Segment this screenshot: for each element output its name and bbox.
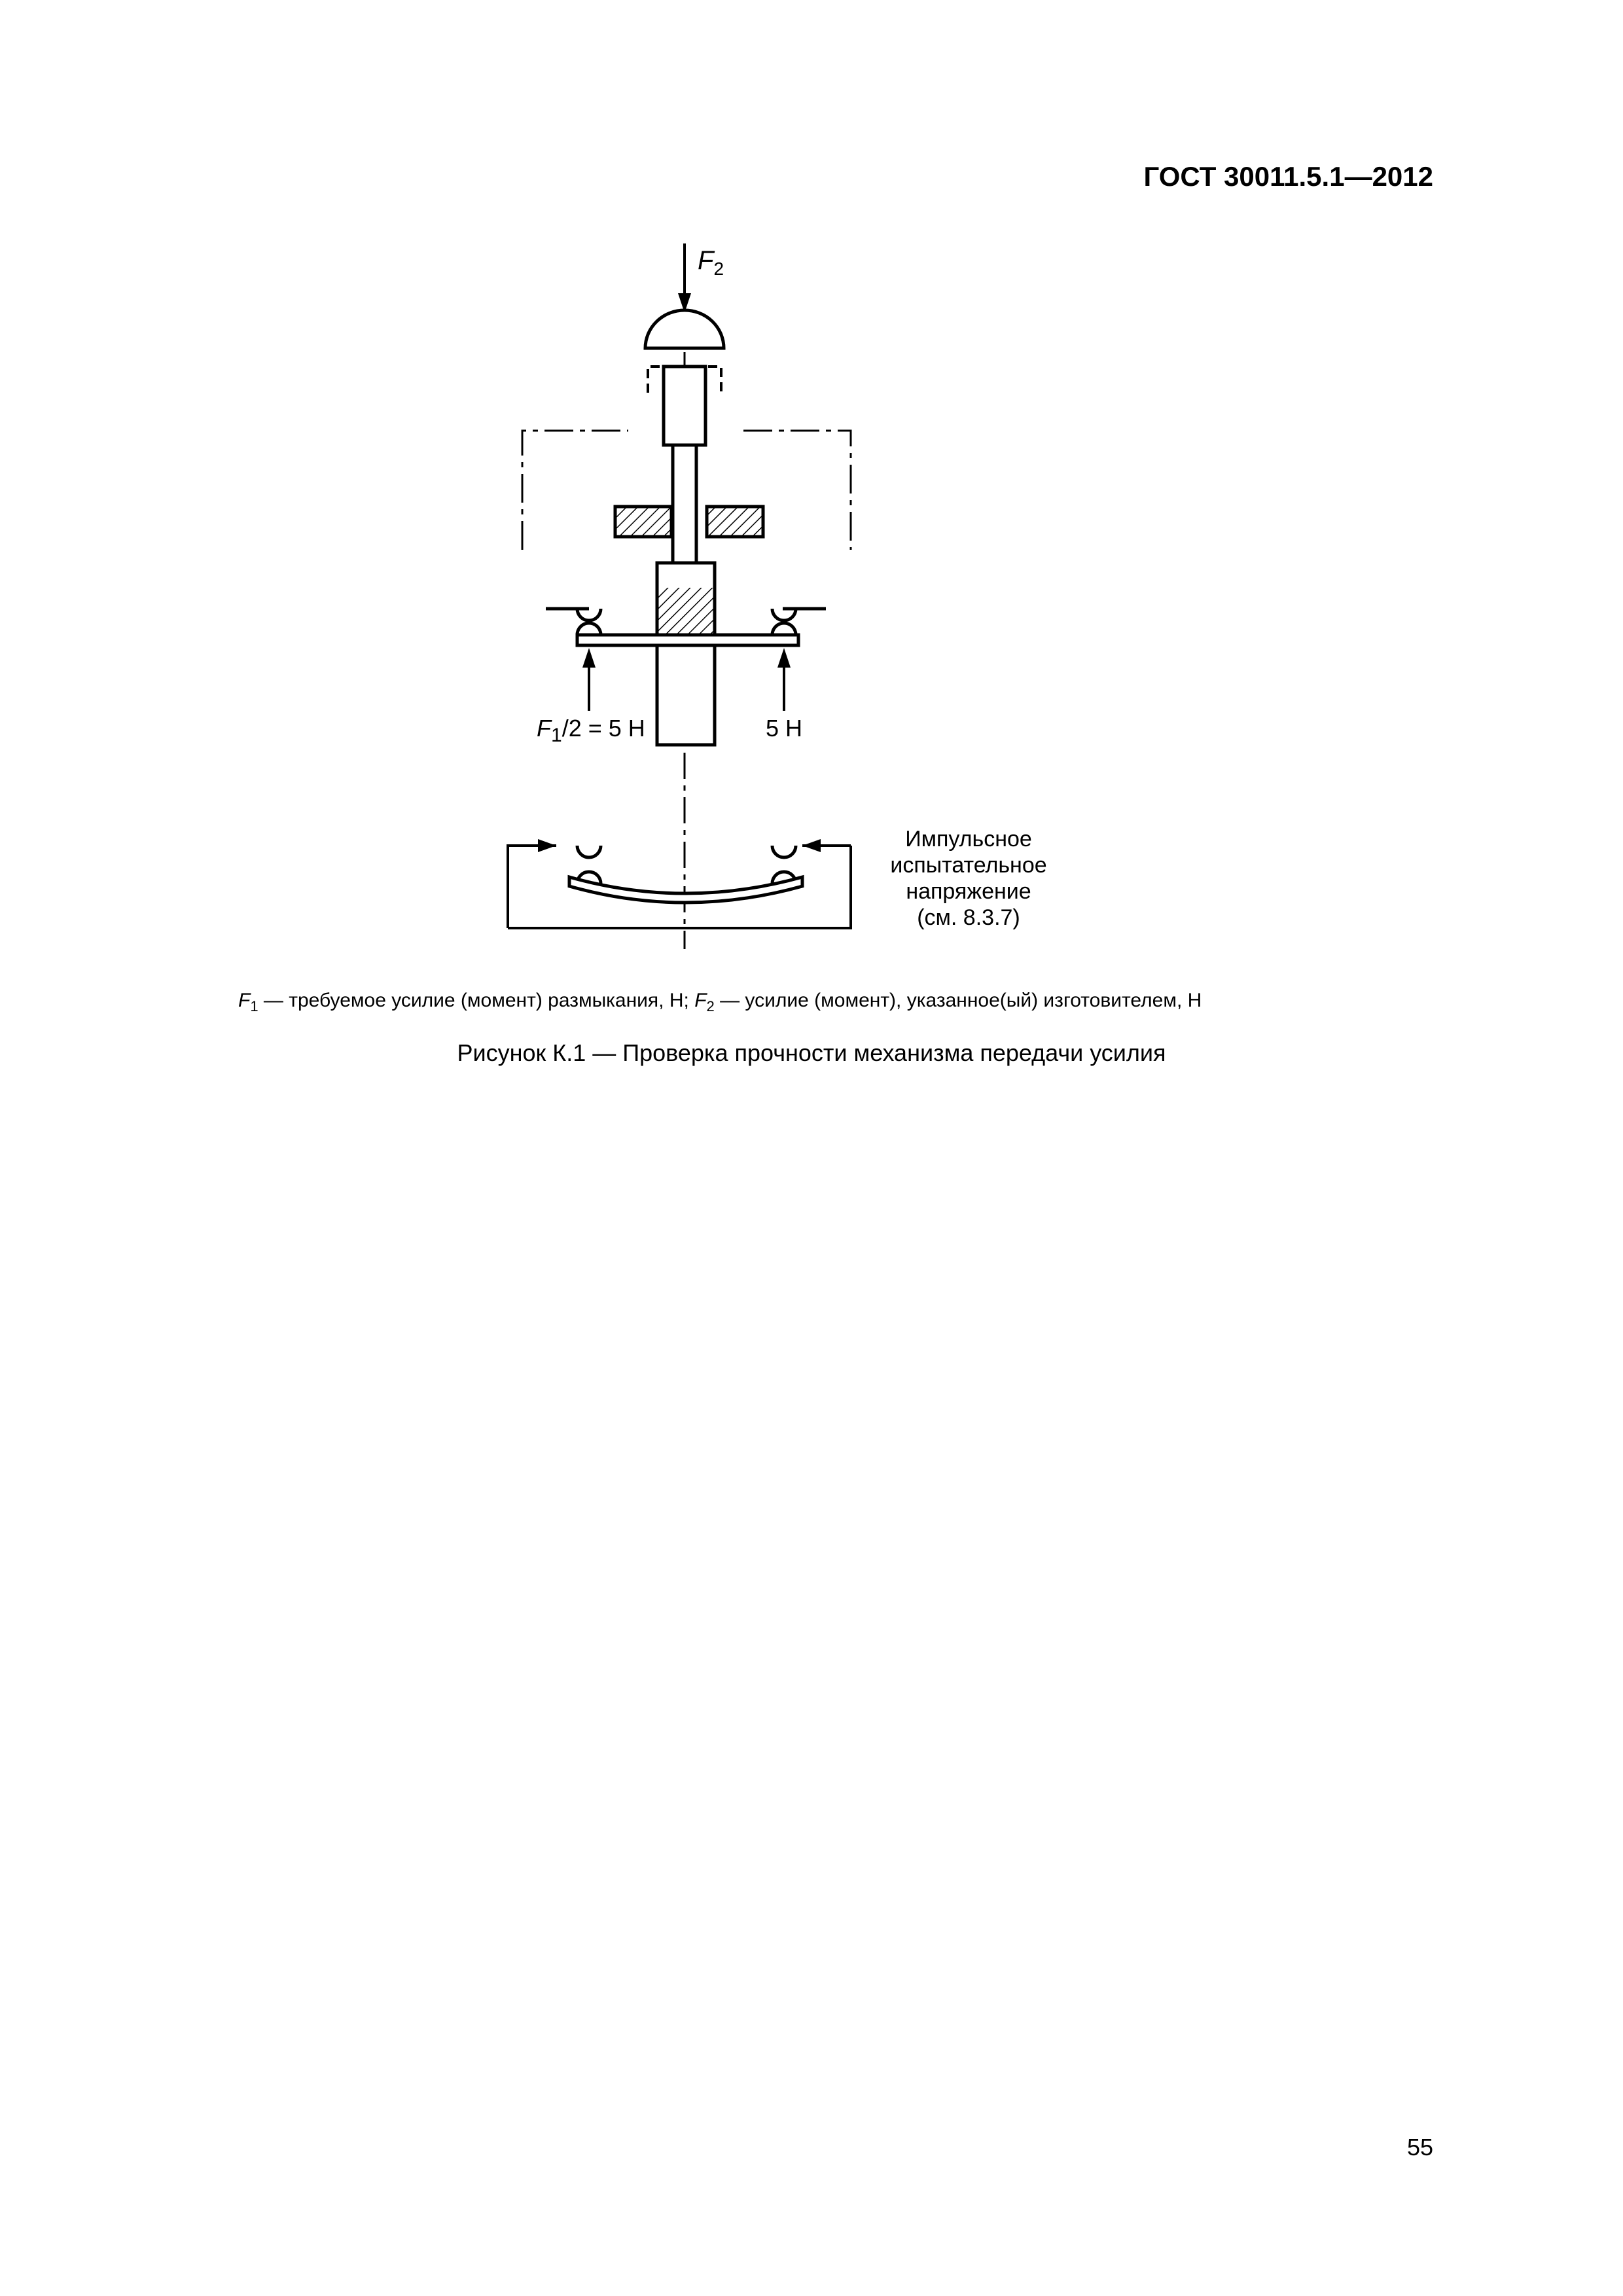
label-impulse-voltage: Импульсное испытательное напряжение (см. 8.3.7)	[890, 827, 1047, 930]
label-f1-half: $F_1/2 = 5$ Н	[537, 715, 645, 747]
guide-block-left	[615, 507, 671, 537]
figure-caption: Рисунок К.1 — Проверка прочности механизма передачи усилия	[457, 1039, 1166, 1066]
push-button-dome	[645, 310, 724, 348]
mechanism-diagram	[0, 0, 1623, 982]
plunger-upper	[664, 367, 705, 445]
label-f2: $F_2$	[698, 246, 724, 279]
contact-bridge	[577, 635, 798, 645]
page-number: 55	[1406, 2134, 1433, 2161]
curved-bridge	[569, 877, 802, 903]
figure-legend: $F_1$ — требуемое усилие (момент) размыкания, Н; $F_2$ — усилие (момент), указанное(ый) изготовителем, Н	[238, 990, 1202, 1014]
guide-block-right	[707, 507, 763, 537]
label-5n: 5 Н	[766, 715, 803, 742]
page-header: ГОСТ 30011.5.1—2012	[1143, 161, 1433, 192]
